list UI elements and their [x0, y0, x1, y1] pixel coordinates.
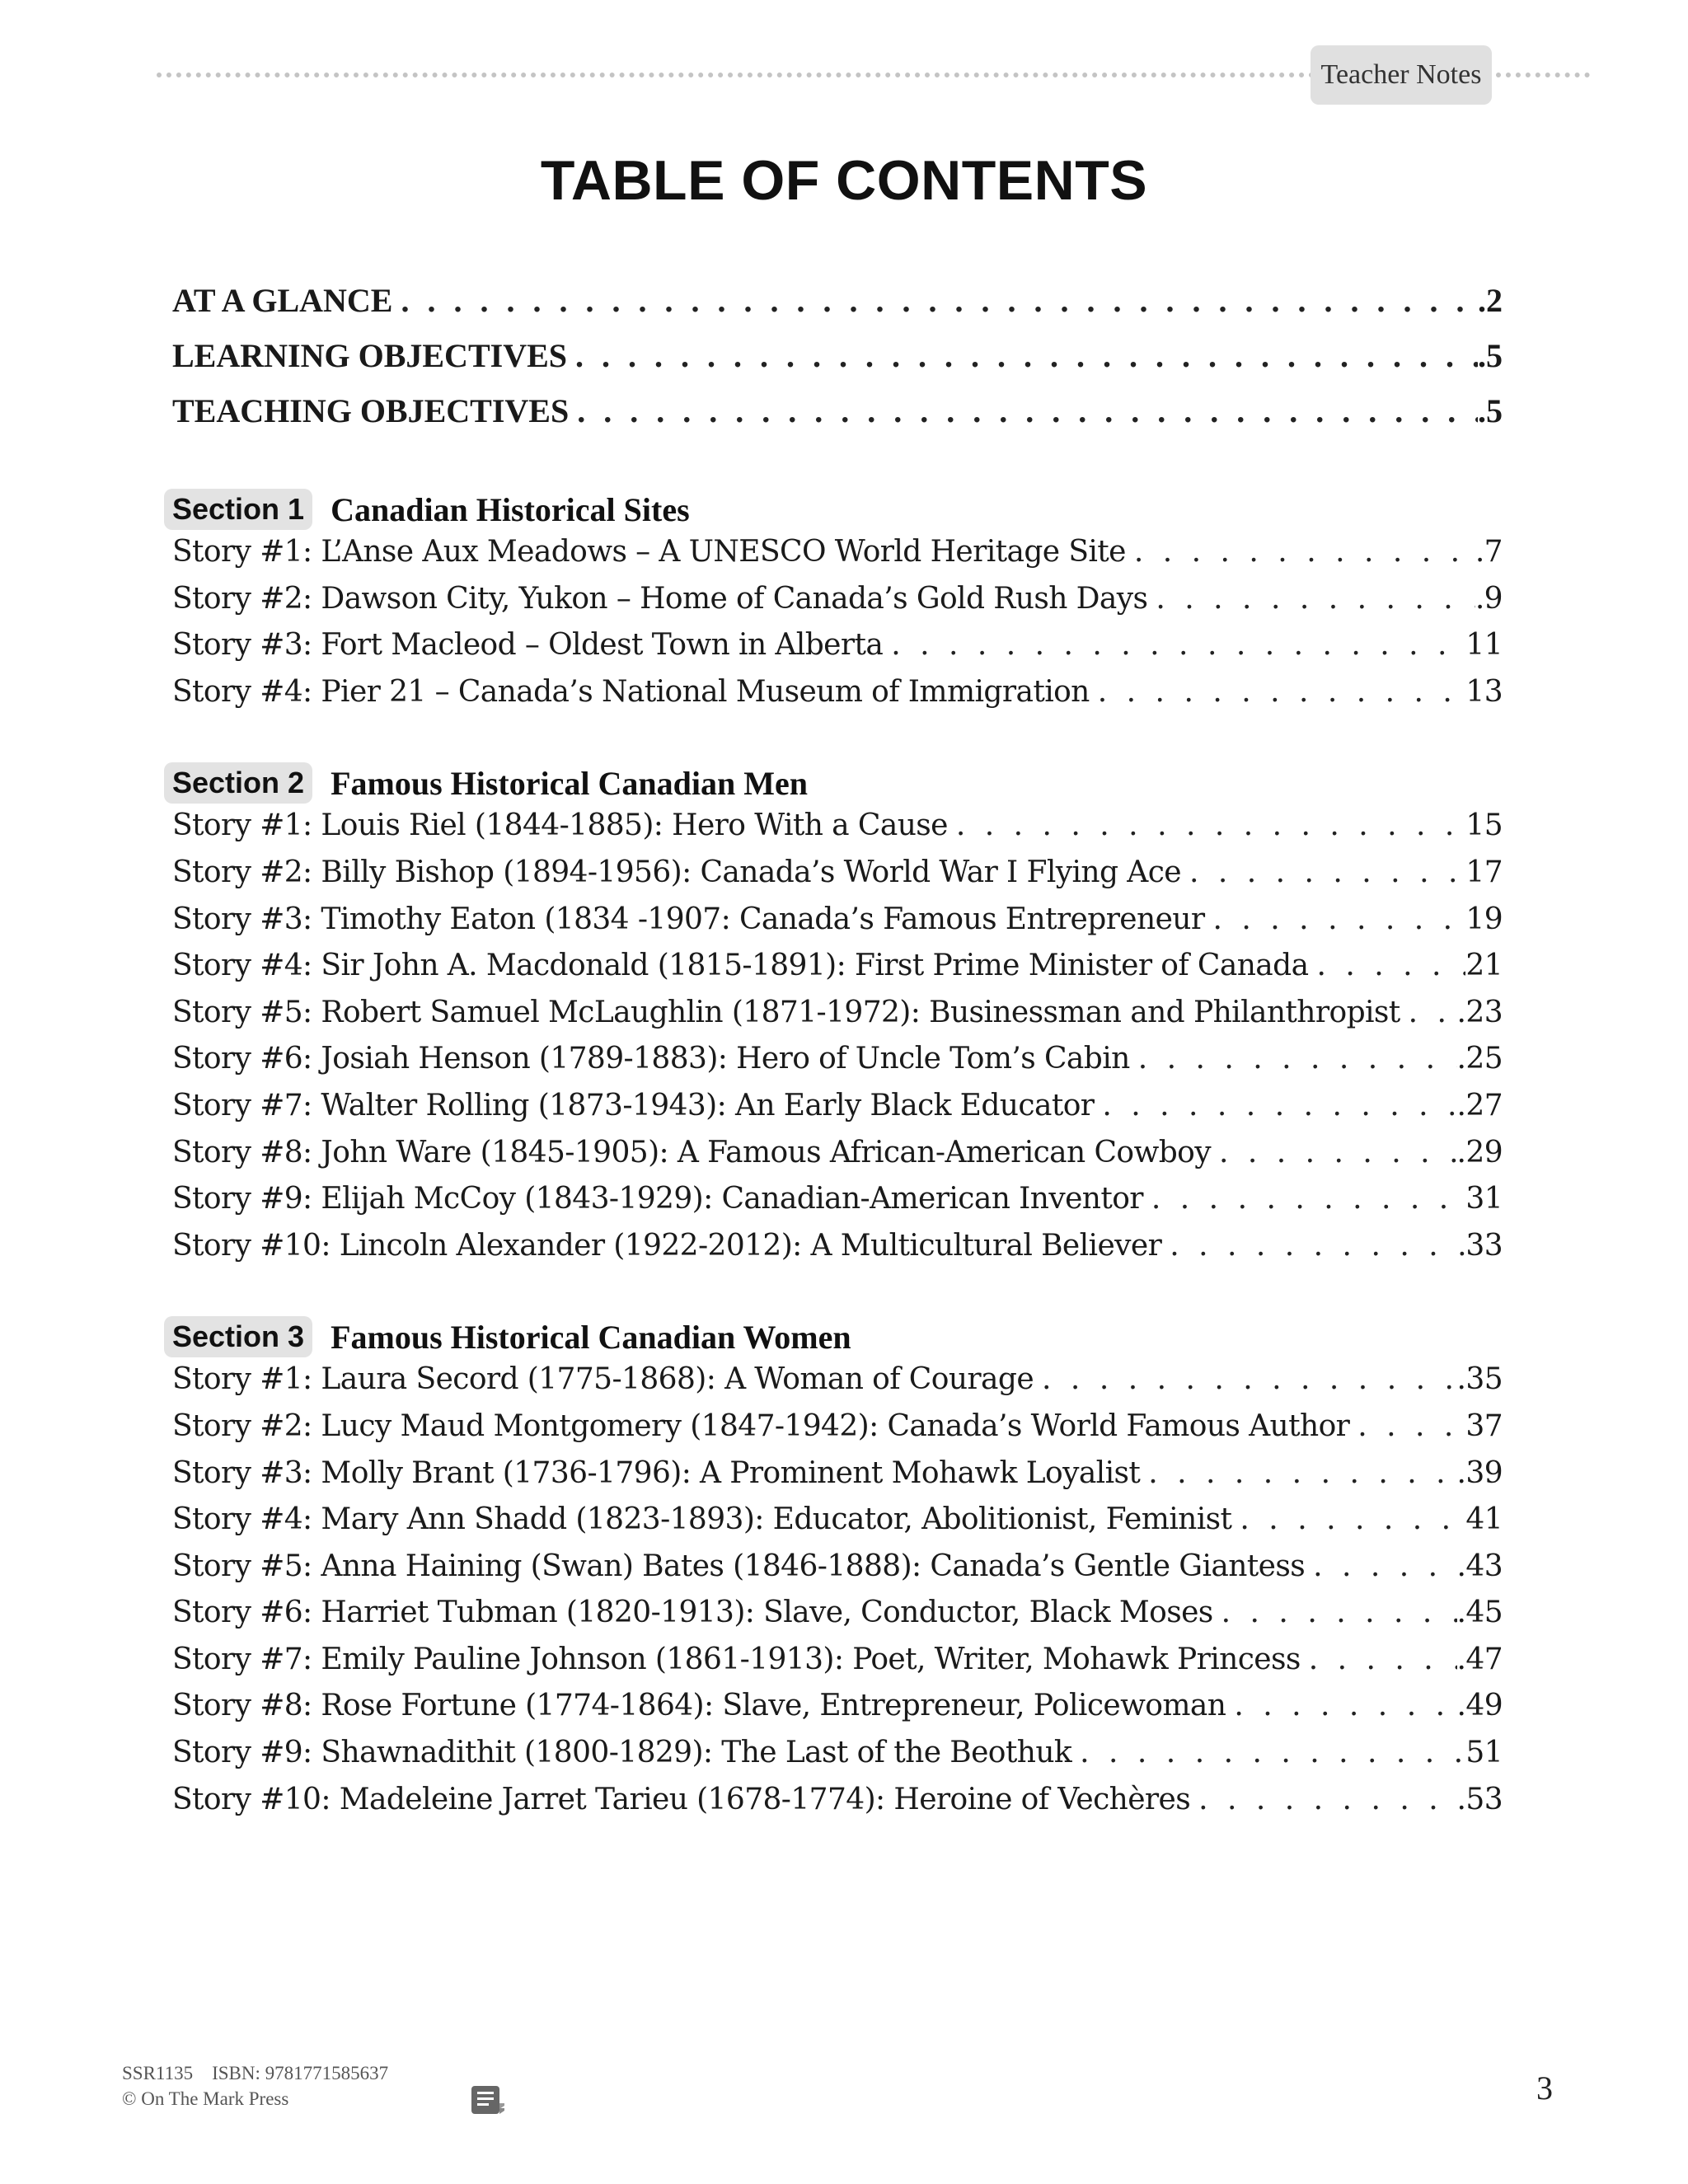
- dot-leader: [1090, 677, 1466, 707]
- story-page: 37: [1465, 1408, 1503, 1443]
- dot-leader: [1161, 1231, 1465, 1261]
- dot-leader: [567, 340, 1478, 373]
- story-label: Story #6: Josiah Henson (1789-1883): Hero of Uncle Tom’s Cabin: [172, 1042, 1130, 1076]
- dot-leader: [569, 395, 1478, 428]
- story-label: Story #9: Elijah McCoy (1843-1929): Canadian-American Inventor: [172, 1182, 1143, 1216]
- story-label: Story #5: Anna Haining (Swan) Bates (1846-1888): Canada’s Gentle Giantess: [172, 1549, 1306, 1583]
- story-label: Story #10: Madeleine Jarret Tarieu (1678-1774): Heroine of Vechères: [172, 1782, 1191, 1816]
- section-badge: Section 2: [164, 762, 312, 804]
- story-label: Story #1: Laura Secord (1775-1868): A Woman of Courage: [172, 1362, 1034, 1397]
- story-page: 21: [1465, 949, 1503, 983]
- dot-leader: [1190, 1785, 1456, 1815]
- toc-entry-page: .5: [1478, 337, 1503, 374]
- story-entry: [172, 951, 1503, 998]
- book-pages-icon: [470, 2083, 506, 2116]
- story-label: Story #1: L’Anse Aux Meadows – A UNESCO World Heritage Site: [172, 535, 1126, 569]
- main-entries: [172, 284, 1503, 450]
- dot-leader: [1181, 858, 1465, 888]
- story-page: .35: [1456, 1362, 1503, 1397]
- story-entry: [172, 1044, 1503, 1091]
- story-entry: [172, 1088, 1503, 1138]
- dot-leader: [1308, 951, 1465, 981]
- story-page: .39: [1456, 1455, 1503, 1490]
- story-entry: [172, 1362, 1503, 1412]
- story-page: .45: [1456, 1596, 1503, 1630]
- section-3: [172, 1314, 1503, 1831]
- section-2: [172, 760, 1503, 1277]
- story-page: .9: [1475, 581, 1503, 616]
- toc-entry-label: AT A GLANCE: [172, 282, 393, 319]
- story-page: .7: [1475, 535, 1503, 569]
- section-title: Canadian Historical Sites: [331, 490, 690, 528]
- story-page: .23: [1456, 995, 1503, 1029]
- dot-leader: [883, 630, 1465, 660]
- story-entry: [172, 630, 1503, 677]
- story-page: 15: [1465, 808, 1503, 843]
- story-entry: [172, 1782, 1503, 1832]
- toc-entry-teaching-objectives: [172, 392, 1503, 450]
- story-entry: [172, 1184, 1503, 1231]
- story-label: Story #6: Harriet Tubman (1820-1913): Slave, Conductor, Black Moses: [172, 1596, 1213, 1630]
- toc-entry-page: .2: [1478, 282, 1503, 319]
- section-title: Famous Historical Canadian Men: [331, 764, 808, 802]
- story-entry: [172, 855, 1503, 905]
- dot-leader: [1211, 1138, 1457, 1168]
- story-entry: [172, 1135, 1503, 1185]
- story-label: Story #4: Sir John A. Macdonald (1815-1891): First Prime Minister of Canada: [172, 949, 1309, 983]
- story-entry: [172, 808, 1503, 858]
- toc-entry-page: .5: [1478, 392, 1503, 429]
- section-badge: Section 1: [164, 489, 312, 530]
- story-label: Story #9: Shawnadithit (1800-1829): The Last of the Beothuk: [172, 1736, 1072, 1770]
- story-entry: [172, 537, 1503, 584]
- section-1: [172, 486, 1503, 724]
- story-label: Story #5: Robert Samuel McLaughlin (1871-1972): Businessman and Philanthropist: [172, 995, 1400, 1029]
- story-entry: [172, 1228, 1503, 1278]
- toc-entry-learning-objectives: [172, 337, 1503, 395]
- story-entry: [172, 674, 1503, 724]
- story-label: Story #10: Lincoln Alexander (1922-2012): A Multicultural Believer: [172, 1228, 1162, 1263]
- story-page: 17: [1465, 855, 1503, 889]
- teacher-notes-tab: Teacher Notes: [1311, 45, 1492, 105]
- story-page: .53: [1456, 1782, 1503, 1816]
- toc-entry-label: TEACHING OBJECTIVES: [172, 392, 570, 429]
- story-label: Story #1: Louis Riel (1844-1885): Hero With a Cause: [172, 808, 948, 843]
- toc-entry-label: LEARNING OBJECTIVES: [172, 337, 568, 374]
- story-page: .49: [1456, 1689, 1503, 1723]
- dot-leader: [1130, 1044, 1457, 1074]
- section-badge: Section 3: [164, 1316, 312, 1357]
- dot-leader: [1305, 1552, 1456, 1582]
- story-page: 19: [1465, 902, 1503, 936]
- story-label: Story #4: Pier 21 – Canada’s National Museum of Immigration: [172, 674, 1090, 709]
- story-page: 33: [1465, 1228, 1503, 1263]
- toc-entry-at-a-glance: [172, 284, 1503, 340]
- story-page: 11: [1465, 628, 1503, 663]
- story-entry: [172, 1455, 1503, 1506]
- page-title: TABLE OF CONTENTS: [540, 149, 1148, 212]
- header: [157, 45, 1591, 103]
- story-entry: [172, 902, 1503, 952]
- story-page: .25: [1456, 1042, 1503, 1076]
- story-page: .43: [1456, 1549, 1503, 1583]
- dot-leader: [392, 284, 1478, 317]
- story-page: .47: [1456, 1642, 1503, 1676]
- story-label: Story #8: John Ware (1845-1905): A Famous African-American Cowboy: [172, 1135, 1211, 1169]
- story-label: Story #2: Billy Bishop (1894-1956): Canada’s World War I Flying Ace: [172, 855, 1181, 889]
- dot-leader: [1147, 584, 1475, 614]
- dot-leader: [1126, 537, 1475, 567]
- footer-code-line: SSR1135 ISBN: 9781771585637: [122, 2063, 389, 2083]
- section-heading: [172, 760, 1503, 806]
- story-entry: [172, 1408, 1503, 1459]
- dot-leader: [1301, 1645, 1457, 1675]
- story-label: Story #2: Lucy Maud Montgomery (1847-1942): Canada’s World Famous Author: [172, 1408, 1350, 1443]
- dot-leader: [1400, 998, 1457, 1028]
- story-page: 13: [1465, 674, 1503, 709]
- dot-leader: [1205, 905, 1466, 935]
- dot-leader: [1143, 1184, 1465, 1214]
- story-page: .29: [1456, 1135, 1503, 1169]
- dot-leader: [1071, 1738, 1465, 1768]
- section-title: Famous Historical Canadian Women: [331, 1318, 851, 1356]
- dot-leader: [1226, 1691, 1456, 1721]
- story-page: 41: [1465, 1502, 1503, 1537]
- story-label: Story #3: Timothy Eaton (1834 -1907: Canada’s Famous Entrepreneur: [172, 902, 1205, 936]
- story-page: 51: [1465, 1736, 1503, 1770]
- story-entry: [172, 1738, 1503, 1785]
- dot-leader: [948, 811, 1466, 841]
- section-heading: [172, 486, 1503, 532]
- story-label: Story #3: Molly Brant (1736-1796): A Prominent Mohawk Loyalist: [172, 1455, 1141, 1490]
- dot-leader: [1349, 1412, 1465, 1441]
- story-entry: [172, 1502, 1503, 1552]
- story-label: Story #4: Mary Ann Shadd (1823-1893): Educator, Abolitionist, Feminist: [172, 1502, 1232, 1537]
- story-entry: [172, 1642, 1503, 1692]
- story-entry: [172, 995, 1503, 1045]
- story-label: Story #2: Dawson City, Yukon – Home of Canada’s Gold Rush Days: [172, 581, 1148, 616]
- dot-leader: [1034, 1365, 1457, 1394]
- table-of-contents: [172, 284, 1503, 1831]
- story-entry: [172, 1549, 1503, 1599]
- story-entry: [172, 581, 1503, 631]
- story-label: Story #3: Fort Macleod – Oldest Town in Alberta: [172, 628, 884, 663]
- footer-copyright: © On The Mark Press: [122, 2088, 289, 2110]
- dot-leader: [1140, 1459, 1456, 1488]
- story-entry: [172, 1691, 1503, 1738]
- dot-leader: [1094, 1091, 1456, 1121]
- story-label: Story #7: Walter Rolling (1873-1943): An Early Black Educator: [172, 1088, 1095, 1122]
- story-label: Story #8: Rose Fortune (1774-1864): Slave, Entrepreneur, Policewoman: [172, 1689, 1226, 1723]
- dot-leader: [1231, 1505, 1465, 1535]
- story-page: .27: [1456, 1088, 1503, 1122]
- story-entry: [172, 1598, 1503, 1645]
- section-heading: [172, 1314, 1503, 1360]
- dot-leader: [1213, 1598, 1457, 1628]
- story-page: 31: [1465, 1182, 1503, 1216]
- page-number: 3: [1536, 2069, 1553, 2107]
- footer-publisher-info: [122, 2060, 388, 2111]
- story-label: Story #7: Emily Pauline Johnson (1861-1913): Poet, Writer, Mohawk Princess: [172, 1642, 1301, 1676]
